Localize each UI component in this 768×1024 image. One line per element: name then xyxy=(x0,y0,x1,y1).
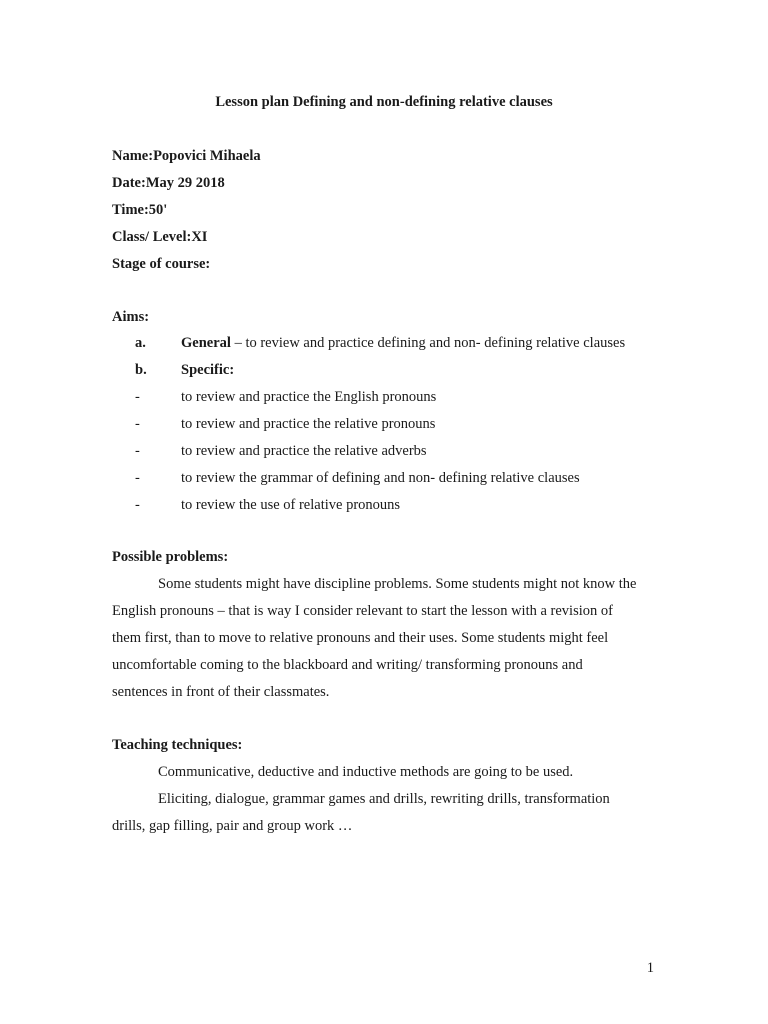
list-item xyxy=(135,415,435,433)
paragraph-line: Eliciting, dialogue, grammar games and drills, rewriting drills, transformation xyxy=(158,791,610,807)
dash-marker: - xyxy=(135,389,140,405)
list-item xyxy=(135,496,400,514)
list-item-text: to review and practice the relative pronouns xyxy=(181,416,436,432)
aims-specific-label: Specific: xyxy=(181,362,235,378)
info-name: Name:Popovici Mihaela xyxy=(112,148,261,164)
aims-heading: Aims: xyxy=(112,309,150,325)
paragraph-line: Some students might have discipline problems. Some students might not know the xyxy=(158,576,637,592)
document-title: Lesson plan Defining and non-defining relative clauses xyxy=(215,94,553,110)
dash-marker: - xyxy=(135,416,140,432)
paragraph-line: Communicative, deductive and inductive methods are going to be used. xyxy=(158,764,574,780)
paragraph-line: sentences in front of their classmates. xyxy=(112,684,330,700)
paragraph-line: drills, gap filling, pair and group work … xyxy=(112,818,353,834)
list-item xyxy=(135,442,427,460)
problems-heading: Possible problems: xyxy=(112,549,229,565)
list-item xyxy=(135,469,580,487)
aims-general-label: General xyxy=(181,335,231,351)
aims-general-text: – to review and practice defining and non- defining relative clauses xyxy=(230,335,626,351)
info-date: Date:May 29 2018 xyxy=(112,175,225,191)
paragraph-line: them first, than to move to relative pronouns and their uses. Some students might feel xyxy=(112,630,609,646)
info-class-level: Class/ Level:XI xyxy=(112,229,208,245)
list-item-text: to review the use of relative pronouns xyxy=(181,497,401,513)
list-item xyxy=(135,388,436,406)
paragraph-line: English pronouns – that is way I consider relevant to start the lesson with a revision of xyxy=(112,603,613,619)
techniques-heading: Teaching techniques: xyxy=(112,737,243,753)
list-marker: a. xyxy=(135,335,146,351)
page-number: 1 xyxy=(646,960,654,976)
aims-specific xyxy=(135,361,234,379)
dash-marker: - xyxy=(135,497,140,513)
list-item-text: to review and practice the relative adverbs xyxy=(181,443,427,459)
info-time: Time:50' xyxy=(112,202,168,218)
aims-general xyxy=(135,334,625,352)
list-marker: b. xyxy=(135,362,147,378)
paragraph-line: uncomfortable coming to the blackboard and writing/ transforming pronouns and xyxy=(112,657,583,673)
info-stage: Stage of course: xyxy=(112,256,211,272)
list-item-text: to review and practice the English pronouns xyxy=(181,389,437,405)
dash-marker: - xyxy=(135,470,140,486)
dash-marker: - xyxy=(135,443,140,459)
list-item-text: to review the grammar of defining and non- defining relative clauses xyxy=(181,470,580,486)
